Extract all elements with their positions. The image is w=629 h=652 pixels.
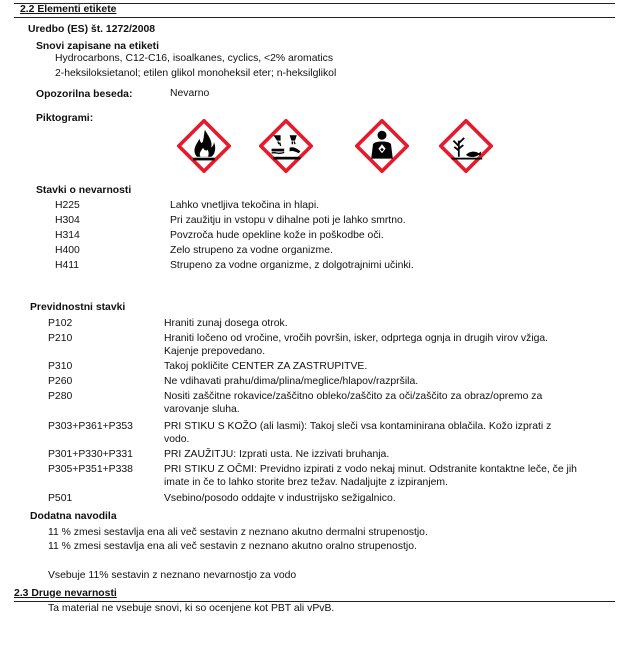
hazard-text: Zelo strupeno za vodne organizme. — [170, 245, 333, 256]
precaution-text: Kajenje prepovedano. — [164, 346, 266, 357]
environment-icon — [439, 119, 493, 173]
section-22-title: 2.2 Elementi etikete — [20, 4, 117, 15]
precaution-text: PRI STIKU Z OČMI: Previdno izpirati z vodo nekaj minut. Odstranite kontaktne leče, če jih — [164, 464, 577, 475]
precaution-text: Vsebino/posodo oddajte v industrijsko sežigalnico. — [164, 493, 396, 504]
precaution-text: PRI ZAUŽITJU: Izprati usta. Ne izzivati bruhanja. — [164, 449, 390, 460]
hazard-statements-heading: Stavki o nevarnosti — [36, 185, 132, 196]
flame-icon — [177, 119, 231, 173]
health-hazard-icon — [355, 119, 409, 173]
section-23-rule — [14, 601, 615, 602]
precaution-code: P301+P330+P331 — [48, 449, 133, 460]
hazard-text: Strupeno za vodne organizme, z dolgotrajnimi učinki. — [170, 260, 414, 271]
precaution-text: imate in če to lahko storite brez težav. Nadaljujte z izpiranjem. — [164, 477, 448, 488]
section-23-text: Ta material ne vsebuje snovi, ki so ocenjene kot PBT ali vPvB. — [48, 603, 335, 614]
substances-heading: Snovi zapisane na etiketi — [36, 41, 159, 52]
regulation-heading: Uredbo (ES) št. 1272/2008 — [28, 24, 156, 35]
precaution-text: Ne vdihavati prahu/dima/plina/meglice/hlapov/razpršila. — [164, 376, 419, 387]
precautionary-statements-heading: Previdnostni stavki — [30, 302, 126, 313]
precaution-code: P310 — [48, 361, 73, 372]
hazard-code: H314 — [55, 230, 80, 241]
additional-info-line: 11 % zmesi sestavlja ena ali več sestavin z neznano akutno dermalni strupenostjo. — [48, 527, 428, 538]
water-hazard-note: Vsebuje 11% sestavin z neznano nevarnostjo za vodo — [48, 570, 297, 581]
precaution-text: Takoj pokličite CENTER ZA ZASTRUPITVE. — [164, 361, 368, 372]
substance-line: 2-heksiloksietanol; etilen glikol monoheksil eter; n-heksilglikol — [55, 68, 337, 79]
additional-info-line: 11 % zmesi sestavlja ena ali več sestavin z neznano akutno oralno strupenostjo. — [48, 541, 417, 552]
hazard-code: H304 — [55, 215, 80, 226]
hazard-code: H400 — [55, 245, 80, 256]
hazard-text: Lahko vnetljiva tekočina in hlapi. — [170, 200, 320, 211]
hazard-code: H411 — [55, 260, 80, 271]
precaution-text: Hraniti zunaj dosega otrok. — [164, 318, 288, 329]
hazard-text: Povzroča hude opekline kože in poškodbe oči. — [170, 230, 384, 241]
precaution-code: P260 — [48, 376, 73, 387]
hazard-code: H225 — [55, 200, 80, 211]
pictograms-label: Piktogrami: — [36, 113, 94, 124]
precaution-text: vodo. — [164, 434, 190, 445]
precaution-text: varovanje sluha. — [164, 404, 240, 415]
precaution-text: Nositi zaščitne rokavice/zaščitno obleko/zaščito za oči/zaščito za obraz/opremo za — [164, 391, 543, 402]
precaution-code: P102 — [48, 318, 73, 329]
signal-word-label: Opozorilna beseda: — [36, 89, 133, 100]
precaution-text: PRI STIKU S KOŽO (ali lasmi): Takoj sleči vsa kontaminirana oblačila. Kožo izprati z — [164, 421, 552, 432]
substance-line: Hydrocarbons, C12-C16, isoalkanes, cyclics, <2% aromatics — [55, 53, 334, 64]
precaution-code: P210 — [48, 333, 73, 344]
section-23-title: 2.3 Druge nevarnosti — [14, 588, 117, 599]
hazard-text: Pri zaužitju in vstopu v dihalne poti je lahko smrtno. — [170, 215, 406, 226]
section-22-rule — [14, 17, 615, 18]
precaution-code: P501 — [48, 493, 73, 504]
corrosion-icon — [259, 119, 313, 173]
signal-word-value: Nevarno — [170, 88, 210, 99]
precaution-text: Hraniti ločeno od vročine, vročih površin, isker, odprtega ognja in drugih virov vžiga. — [164, 333, 549, 344]
precaution-code: P280 — [48, 391, 73, 402]
precaution-code: P303+P361+P353 — [48, 421, 133, 432]
precaution-code: P305+P351+P338 — [48, 464, 133, 475]
additional-info-heading: Dodatna navodila — [30, 511, 117, 522]
